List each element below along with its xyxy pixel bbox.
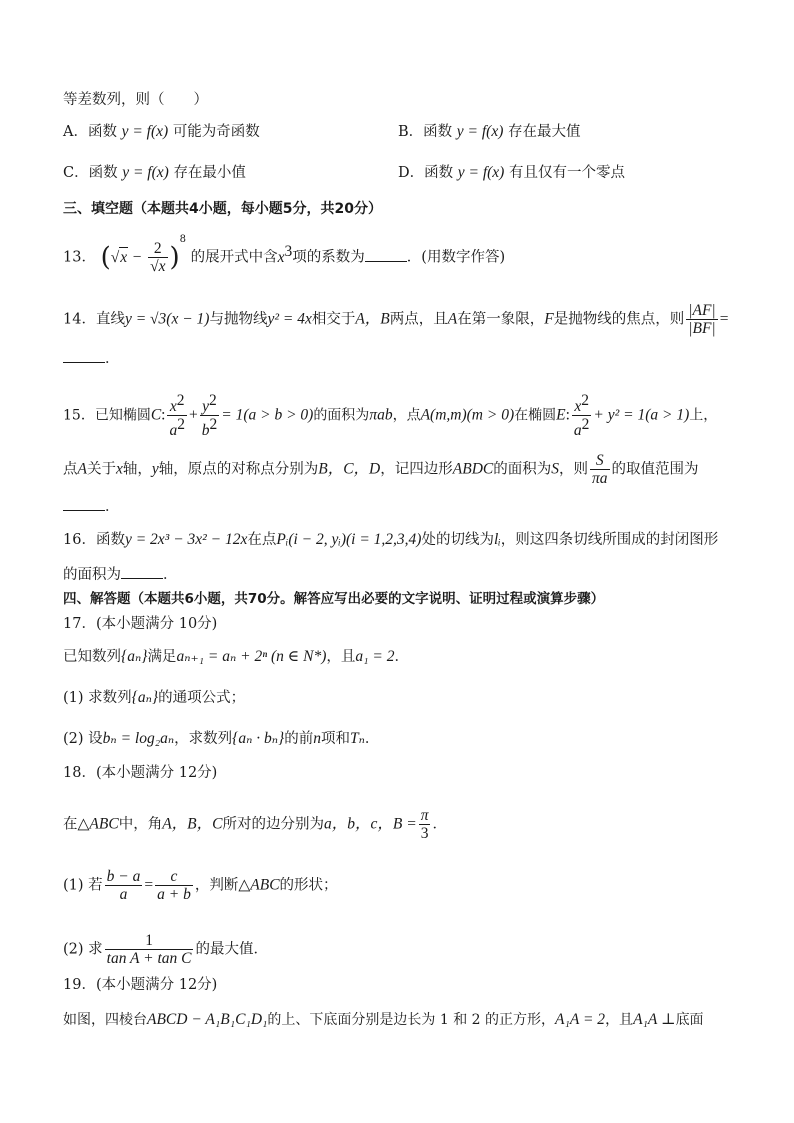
q14-t5: A	[447, 310, 458, 328]
q17-part1: (1) 求数列{aₙ}的通项公式；	[63, 689, 246, 706]
q15-t3: 在椭圆	[514, 407, 557, 424]
q18-head: 18．(本小题满分 12分)	[63, 765, 218, 781]
q15-line2: 点A关于x轴，y轴，原点的对称点分别为B，C，D，记四边形ABDC的面积为S，则 $\frac{S}{\pi a}$ 的取值范围为	[63, 452, 699, 487]
q13-paren-close: )	[169, 242, 180, 273]
q15-line3: ．	[63, 496, 120, 517]
q14-t3: A，B	[355, 310, 390, 328]
q13-text-a: 的展开式中含	[190, 249, 278, 266]
option-c-label: C．函数	[63, 165, 118, 181]
q13-sqrt-x: √x	[110, 248, 128, 266]
q15-cond2: + y² = 1(a > 1)	[593, 406, 690, 424]
q15-frac-y: $\frac{y^2}{b^2}$	[201, 392, 218, 440]
q14-eq: =	[719, 310, 729, 328]
q16: 16．函数y = 2x³ − 3x² − 12x在点Pᵢ(i − 2, yᵢ)(i = 1,2,3,4)处的切线为lᵢ，则这四条切线所围成的封闭图形	[63, 531, 719, 548]
option-a-func: y = f(x)	[121, 123, 169, 140]
q13-x3: $x^3$	[277, 242, 293, 266]
q15-E: E	[556, 406, 566, 424]
q12-option-a	[63, 122, 260, 142]
option-c-text: 存在最小值	[173, 165, 246, 181]
q16-line2: 的面积为 ．	[63, 564, 178, 585]
q14-parabola-eq: y² = 4x	[267, 310, 312, 328]
q14-frac: $\frac{|AF|}{|BF|}$	[688, 302, 716, 337]
q18-stem: 在△ABC中，角A，B，C所对的边分别为a，b，c，B = $\frac{\pi}{3}$ ．	[63, 807, 447, 842]
q13-number: 13．	[63, 249, 96, 266]
q16-blank	[121, 564, 163, 579]
q14-t8: 是抛物线的焦点，则	[553, 311, 685, 328]
q15-point: A(m,m)(m > 0)	[420, 406, 515, 424]
q14-blank	[63, 348, 105, 363]
option-d-label: D．函数	[398, 165, 454, 181]
q14	[63, 302, 728, 337]
q18-pi-over-3: $\frac{\pi}{3}$	[420, 807, 429, 842]
q16-point: Pᵢ(i − 2, yᵢ)(i = 1,2,3,4)	[276, 531, 422, 548]
option-b-func: y = f(x)	[456, 123, 504, 140]
q13-frac: $\frac{2}{√x}$	[150, 240, 166, 275]
q12-option-c	[63, 163, 246, 183]
q13-exponent: 8	[179, 233, 187, 245]
q15-C: C	[150, 406, 162, 424]
section4-title: 四、解答题（本题共6小题，共70分。解答应写出必要的文字说明、证明过程或演算步骤）	[63, 591, 605, 607]
q14-t6: 在第一象限，	[457, 311, 545, 328]
option-d-func: y = f(x)	[457, 164, 505, 181]
q16-number: 16．函数	[63, 532, 125, 548]
option-d-text: 有且仅有一个零点	[508, 165, 625, 181]
q13	[63, 233, 506, 275]
q15-t4: 上，	[689, 407, 718, 424]
q14-number: 14．直线	[63, 311, 125, 328]
option-c-func: y = f(x)	[122, 164, 169, 181]
q19-head: 19．(本小题满分 12分)	[63, 977, 218, 993]
q17-part2: (2) 设bₙ = log₂aₙ，求数列{aₙ · bₙ}的前n项和Tₙ．	[63, 730, 380, 747]
q18-frac1: $\frac{b - a}{a}$	[106, 868, 141, 903]
q13-minus: −	[132, 248, 142, 266]
q13-text-c: ．(用数字作答)	[406, 249, 506, 266]
option-a-label: A．函数	[63, 124, 117, 140]
q15-blank	[63, 496, 105, 511]
option-b-text: 存在最大值	[507, 124, 581, 140]
q14-t7: F	[544, 310, 554, 328]
option-a-text: 可能为奇函数	[172, 124, 260, 140]
q15-cond1: = 1(a > b > 0)	[221, 406, 314, 424]
q14-t4: 两点，且	[389, 311, 448, 328]
q18-frac2: $\frac{c}{a + b}$	[157, 868, 191, 903]
q18-part2: (2) 求 $\frac{1}{\text{tan A + tan C}}$ 的最大值．	[63, 932, 268, 967]
q19-stem: 如图，四棱台ABCD − A₁B₁C₁D₁的上、下底面分别是边长为 1 和 2 的正方形，A₁A = 2，且A₁A ⊥底面	[63, 1011, 704, 1028]
q18-part1: (1) 若 $\frac{b - a}{a}$ = $\frac{c}{a + b}$ ，判断△ABC的形状；	[63, 868, 338, 903]
section3-title: 三、填空题（本题共4小题，每小题5分，共20分）	[63, 201, 382, 217]
q14-line2	[63, 348, 120, 369]
q15: 15．已知椭圆C: $\frac{x^2}{a^2}$ + $\frac{y^2}{b^2}$ = 1(a > b > 0)的面积为πab，点A(m,m)(m > 0)在椭圆E: $\frac{x^2}{a^2}$ + y² = 1(a > 1)上，	[63, 392, 718, 440]
option-b-label: B．函数	[398, 124, 453, 140]
q14-t2: 相交于	[311, 311, 356, 328]
q13-blank	[365, 247, 407, 262]
q15-frac-x: $\frac{x^2}{a^2}$	[169, 392, 185, 440]
q16-li: lᵢ	[493, 531, 501, 548]
q15-frac-s: $\frac{S}{\pi a}$	[591, 452, 608, 487]
q15-t2: ，点	[392, 407, 421, 424]
q17-seq: {aₙ}	[121, 648, 148, 665]
q17-head: 17．(本小题满分 10分)	[63, 616, 218, 632]
q15-frac-x2: $\frac{x^2}{a^2}$	[573, 392, 590, 440]
q14-end: ．	[105, 351, 120, 367]
q14-t1: 与抛物线	[209, 311, 268, 328]
q13-text-b: 项的系数为	[292, 249, 365, 266]
q14-line-eq: y = √3(x − 1)	[124, 310, 210, 328]
q16-eq: y = 2x³ − 3x² − 12x	[124, 531, 248, 548]
q12-option-d	[398, 163, 625, 183]
q17-init: a₁ = 2	[355, 648, 395, 665]
q15-number: 15．已知椭圆	[63, 407, 151, 424]
q13-paren-open: (	[100, 242, 111, 273]
q15-area: πab	[369, 406, 393, 424]
q12-option-b	[398, 122, 580, 142]
q12-intro: 等差数列，则（ ）	[63, 92, 208, 108]
q17-stem: 已知数列{aₙ}满足aₙ₊₁ = aₙ + 2ⁿ (n ∈ N*)，且a₁ = 2．	[63, 648, 409, 665]
q17-recurrence: aₙ₊₁ = aₙ + 2ⁿ (n ∈ N*)	[176, 648, 327, 665]
q15-t1: 的面积为	[313, 407, 370, 424]
q18-frac3: $\frac{1}{\text{tan A + tan C}}$	[106, 932, 192, 967]
